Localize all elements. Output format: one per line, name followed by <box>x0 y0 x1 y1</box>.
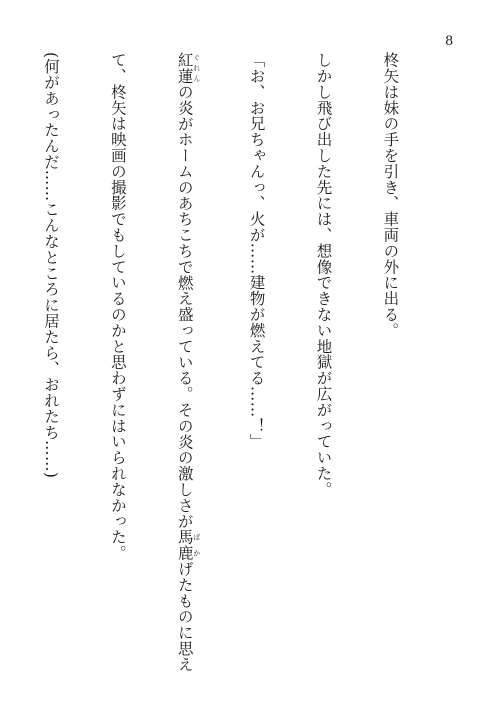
novel-text <box>0 52 446 673</box>
text-line-with-ruby: 紅蓮 ぐれんの炎がホームのあちこちで燃え盛っている。その炎の激しさが馬鹿 ばかげたものに思え <box>175 52 201 673</box>
page-number: 8 <box>445 34 454 49</box>
ruby-baka: 馬鹿 ばか <box>175 529 201 561</box>
text-line: 柊矢は妹の手を引き、車両の外に出る。 <box>381 52 400 339</box>
text-line: (何があったんだ……こんなところに居たら、おれたち……) <box>41 52 60 479</box>
text-line: しかし飛び出した先には、想像できない地獄が広がっていた。 <box>314 52 333 498</box>
text-line: 「お、お兄ちゃんっ、火が……建物が燃えてる……！」 <box>247 52 266 450</box>
ruby-guren: 紅蓮 ぐれん <box>175 52 201 84</box>
text-line: て、柊矢は映画の撮影でもしているのかと思わずにはいられなかった。 <box>108 52 127 561</box>
